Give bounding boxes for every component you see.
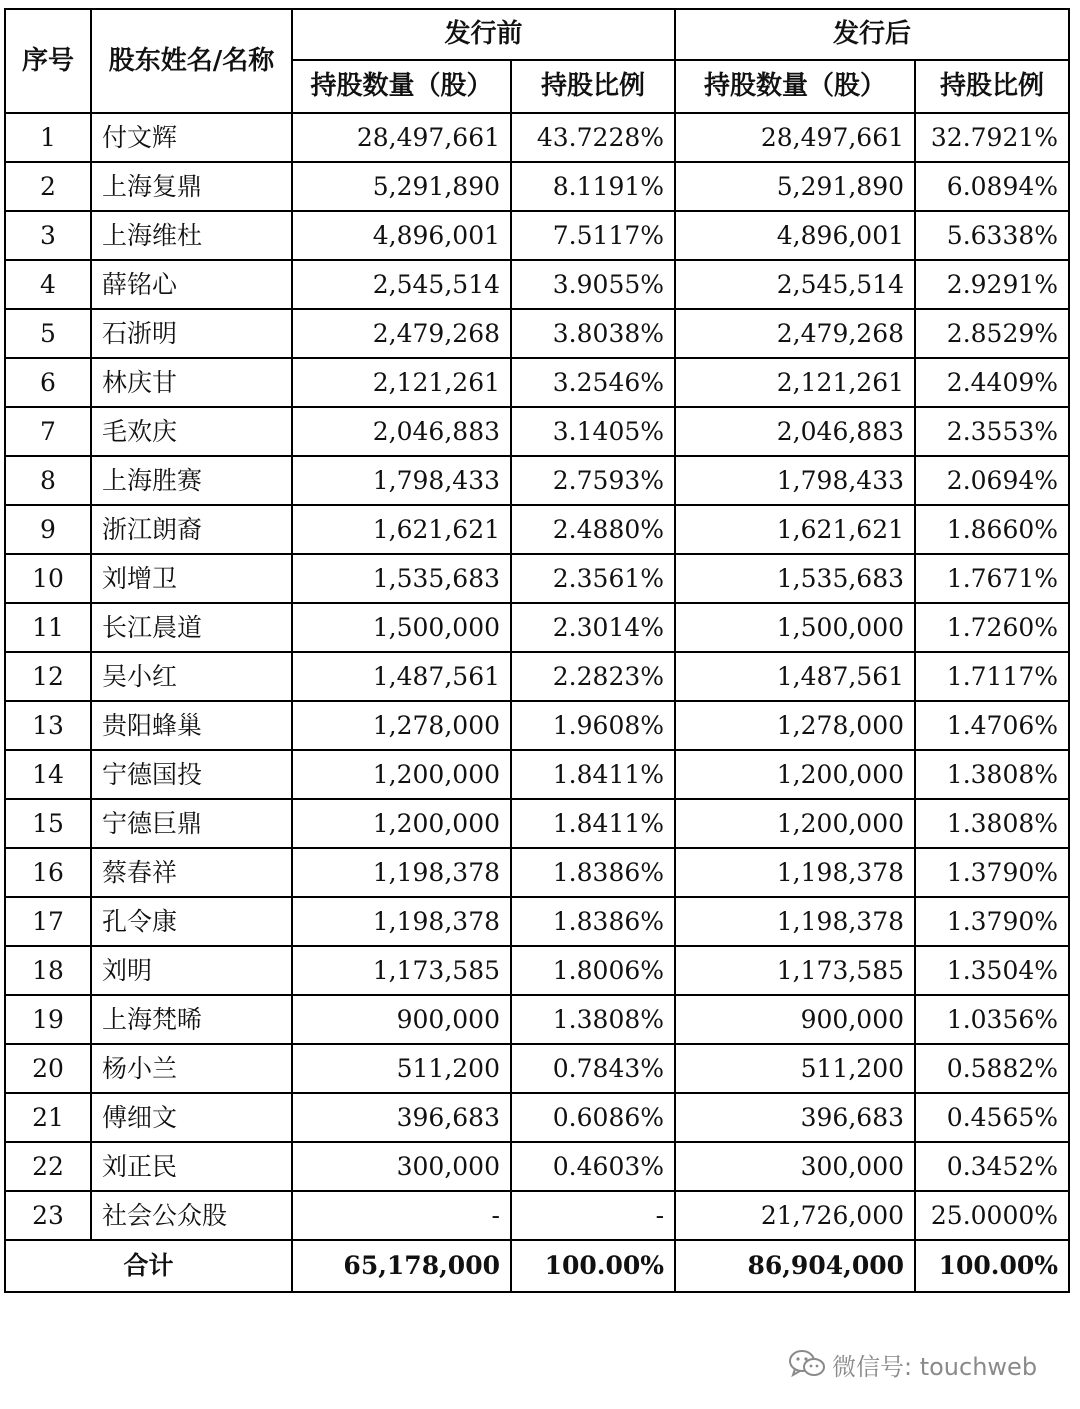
table-row [5,799,1069,848]
row-before-shares: 2,046,883 [292,407,511,456]
row-before-shares: 900,000 [292,995,511,1044]
row-before-ratio: 3.9055% [511,260,675,309]
row-after-shares: 1,200,000 [675,750,915,799]
row-index: 18 [5,946,91,995]
row-name: 上海梵晞 [91,995,292,1044]
total-label: 合计 [5,1240,292,1292]
row-after-shares: 2,545,514 [675,260,915,309]
row-before-shares: 300,000 [292,1142,511,1191]
row-after-shares: 511,200 [675,1044,915,1093]
row-before-shares: 1,535,683 [292,554,511,603]
header-row-1 [5,9,1069,60]
table-row [5,848,1069,897]
row-name: 贵阳蜂巢 [91,701,292,750]
row-before-ratio: 0.4603% [511,1142,675,1191]
row-before-shares: 1,200,000 [292,750,511,799]
row-after-ratio: 1.7260% [915,603,1069,652]
header-after: 发行后 [675,9,1069,60]
row-before-ratio: 2.3014% [511,603,675,652]
header-index: 序号 [5,9,91,113]
row-after-shares: 2,046,883 [675,407,915,456]
table-row [5,1191,1069,1240]
row-before-ratio: 3.8038% [511,309,675,358]
row-before-ratio: 3.2546% [511,358,675,407]
row-after-ratio: 32.7921% [915,113,1069,162]
row-before-ratio: 8.1191% [511,162,675,211]
row-after-shares: 21,726,000 [675,1191,915,1240]
table-row [5,211,1069,260]
row-after-shares: 2,121,261 [675,358,915,407]
row-before-ratio: - [511,1191,675,1240]
row-before-shares: 1,798,433 [292,456,511,505]
row-after-ratio: 0.5882% [915,1044,1069,1093]
row-after-shares: 1,278,000 [675,701,915,750]
table-row [5,407,1069,456]
row-before-ratio: 43.7228% [511,113,675,162]
row-name: 薛铭心 [91,260,292,309]
total-row [5,1240,1069,1292]
table-row [5,946,1069,995]
row-after-ratio: 6.0894% [915,162,1069,211]
row-after-ratio: 5.6338% [915,211,1069,260]
row-after-shares: 1,198,378 [675,848,915,897]
table-body [5,113,1069,1292]
row-name: 刘增卫 [91,554,292,603]
row-name: 吴小红 [91,652,292,701]
table-row [5,1093,1069,1142]
table-row [5,554,1069,603]
total-before-shares: 65,178,000 [292,1240,511,1292]
row-after-ratio: 1.0356% [915,995,1069,1044]
row-index: 2 [5,162,91,211]
row-index: 9 [5,505,91,554]
table-row [5,113,1069,162]
row-before-shares: 511,200 [292,1044,511,1093]
row-before-shares: 2,545,514 [292,260,511,309]
table-row [5,358,1069,407]
watermark-text: 微信号: touchweb [832,1352,1038,1381]
row-before-ratio: 0.7843% [511,1044,675,1093]
row-before-ratio: 1.8411% [511,799,675,848]
row-before-shares: 2,121,261 [292,358,511,407]
row-before-ratio: 1.8386% [511,848,675,897]
row-after-ratio: 1.4706% [915,701,1069,750]
row-after-shares: 1,173,585 [675,946,915,995]
row-index: 4 [5,260,91,309]
row-before-shares: 1,173,585 [292,946,511,995]
row-before-ratio: 2.3561% [511,554,675,603]
row-index: 14 [5,750,91,799]
header-before-shares: 持股数量（股） [292,60,511,113]
row-after-ratio: 25.0000% [915,1191,1069,1240]
row-after-shares: 300,000 [675,1142,915,1191]
table-row [5,652,1069,701]
row-index: 12 [5,652,91,701]
row-before-shares: 2,479,268 [292,309,511,358]
row-index: 5 [5,309,91,358]
row-name: 社会公众股 [91,1191,292,1240]
row-index: 6 [5,358,91,407]
row-before-shares: 1,200,000 [292,799,511,848]
row-before-shares: 1,500,000 [292,603,511,652]
row-after-ratio: 1.3790% [915,897,1069,946]
row-before-shares: 396,683 [292,1093,511,1142]
table-row [5,701,1069,750]
row-name: 刘明 [91,946,292,995]
table-row [5,309,1069,358]
table-row [5,750,1069,799]
row-name: 长江晨道 [91,603,292,652]
row-before-shares: 1,198,378 [292,897,511,946]
row-before-ratio: 2.7593% [511,456,675,505]
row-index: 13 [5,701,91,750]
row-after-ratio: 1.3808% [915,750,1069,799]
row-index: 17 [5,897,91,946]
row-index: 20 [5,1044,91,1093]
row-after-shares: 1,487,561 [675,652,915,701]
row-index: 7 [5,407,91,456]
row-index: 16 [5,848,91,897]
row-before-ratio: 1.8411% [511,750,675,799]
row-index: 23 [5,1191,91,1240]
row-after-ratio: 1.7117% [915,652,1069,701]
row-name: 上海复鼎 [91,162,292,211]
row-name: 杨小兰 [91,1044,292,1093]
row-name: 上海维杜 [91,211,292,260]
row-after-shares: 1,200,000 [675,799,915,848]
total-after-ratio: 100.00% [915,1240,1069,1292]
row-name: 孔令康 [91,897,292,946]
row-before-ratio: 7.5117% [511,211,675,260]
table-row [5,162,1069,211]
row-before-ratio: 3.1405% [511,407,675,456]
header-before-ratio: 持股比例 [511,60,675,113]
row-name: 宁德巨鼎 [91,799,292,848]
row-before-shares: 1,487,561 [292,652,511,701]
row-after-shares: 1,535,683 [675,554,915,603]
row-after-ratio: 2.8529% [915,309,1069,358]
row-before-ratio: 2.4880% [511,505,675,554]
table-row [5,995,1069,1044]
row-index: 8 [5,456,91,505]
table-row [5,603,1069,652]
table-row [5,1044,1069,1093]
row-index: 19 [5,995,91,1044]
row-index: 21 [5,1093,91,1142]
row-after-ratio: 2.9291% [915,260,1069,309]
row-after-ratio: 1.8660% [915,505,1069,554]
table-row [5,505,1069,554]
row-name: 石浙明 [91,309,292,358]
header-after-ratio: 持股比例 [915,60,1069,113]
header-before: 发行前 [292,9,675,60]
row-before-shares: 28,497,661 [292,113,511,162]
row-after-ratio: 2.3553% [915,407,1069,456]
header-after-shares: 持股数量（股） [675,60,915,113]
row-after-shares: 1,621,621 [675,505,915,554]
row-after-ratio: 0.4565% [915,1093,1069,1142]
row-after-shares: 28,497,661 [675,113,915,162]
row-before-shares: 5,291,890 [292,162,511,211]
total-before-ratio: 100.00% [511,1240,675,1292]
row-index: 10 [5,554,91,603]
row-after-shares: 4,896,001 [675,211,915,260]
row-index: 15 [5,799,91,848]
row-name: 付文辉 [91,113,292,162]
row-before-ratio: 1.9608% [511,701,675,750]
table-row [5,897,1069,946]
header-name: 股东姓名/名称 [91,9,292,113]
shareholding-table [4,8,1070,1293]
row-index: 3 [5,211,91,260]
row-name: 傅细文 [91,1093,292,1142]
row-after-shares: 396,683 [675,1093,915,1142]
row-after-shares: 1,500,000 [675,603,915,652]
row-before-shares: 1,621,621 [292,505,511,554]
row-after-ratio: 2.4409% [915,358,1069,407]
watermark [788,1346,1037,1382]
row-after-shares: 5,291,890 [675,162,915,211]
row-before-ratio: 1.8386% [511,897,675,946]
table-row [5,1142,1069,1191]
row-after-ratio: 2.0694% [915,456,1069,505]
row-name: 浙江朗裔 [91,505,292,554]
total-after-shares: 86,904,000 [675,1240,915,1292]
row-name: 毛欢庆 [91,407,292,456]
row-after-ratio: 1.3808% [915,799,1069,848]
row-before-shares: 1,198,378 [292,848,511,897]
row-index: 22 [5,1142,91,1191]
row-after-shares: 1,798,433 [675,456,915,505]
row-before-shares: 1,278,000 [292,701,511,750]
row-name: 上海胜赛 [91,456,292,505]
row-name: 刘正民 [91,1142,292,1191]
row-before-ratio: 1.8006% [511,946,675,995]
row-before-shares: - [292,1191,511,1240]
row-before-shares: 4,896,001 [292,211,511,260]
row-after-shares: 2,479,268 [675,309,915,358]
row-after-ratio: 0.3452% [915,1142,1069,1191]
row-before-ratio: 1.3808% [511,995,675,1044]
table-row [5,260,1069,309]
row-after-shares: 1,198,378 [675,897,915,946]
row-name: 宁德国投 [91,750,292,799]
row-index: 1 [5,113,91,162]
row-index: 11 [5,603,91,652]
row-after-shares: 900,000 [675,995,915,1044]
row-after-ratio: 1.3790% [915,848,1069,897]
row-before-ratio: 2.2823% [511,652,675,701]
table-row [5,456,1069,505]
wechat-icon [788,1348,826,1380]
row-name: 林庆甘 [91,358,292,407]
row-name: 蔡春祥 [91,848,292,897]
row-before-ratio: 0.6086% [511,1093,675,1142]
row-after-ratio: 1.7671% [915,554,1069,603]
row-after-ratio: 1.3504% [915,946,1069,995]
